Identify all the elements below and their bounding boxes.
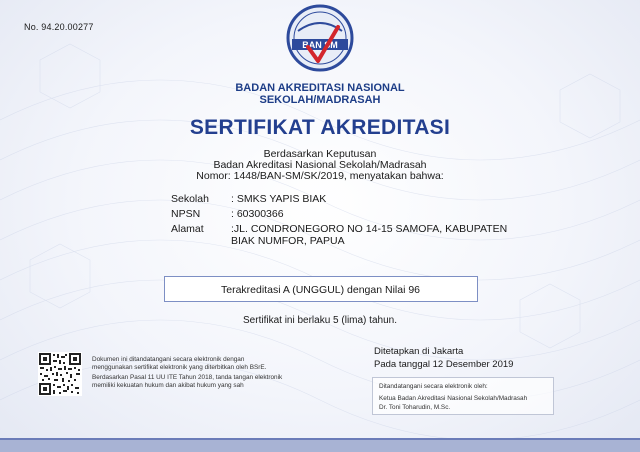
basis-line-3: Nomor: 1448/BAN-SM/SK/2019, menyatakan bahwa: (196, 170, 444, 182)
issuance-place (374, 346, 463, 357)
address-value-line1: :JL. CONDRONEGORO NO 14-15 SAMOFA, KABUPATEN (231, 223, 508, 235)
npsn-value: : 60300366 (231, 208, 284, 220)
date-value: 12 Desember 2019 (432, 359, 514, 370)
legal-basis-note (92, 374, 282, 391)
qr-code (38, 352, 82, 396)
basis-line-1: Berdasarkan Keputusan (263, 148, 377, 160)
signature-box (372, 377, 554, 415)
certificate-number: No. 94.20.00277 (24, 22, 94, 32)
certificate-title: SERTIFIKAT AKREDITASI (189, 116, 451, 139)
place-label: Ditetapkan di (374, 346, 430, 357)
place-value: Jakarta (432, 346, 464, 357)
electronic-note-line2: menggunakan sertifikat elektronik yang diterbitkan oleh BSrE. (92, 364, 267, 372)
electronic-note-line1: Dokumen ini ditandatangani secara elektronik dengan (92, 356, 245, 363)
accreditation-result-box (164, 276, 478, 302)
address-value (231, 223, 531, 247)
ban-sm-logo (284, 3, 356, 73)
address-value-line2: BIAK NUMFOR, PAPUA (231, 235, 345, 247)
address-label: Alamat (171, 223, 204, 235)
npsn-label: NPSN (171, 208, 201, 220)
legal-note-line2: memiliki kekuatan hukum dan akibat hukum yang sah (92, 382, 244, 390)
signatory-name: Dr. Toni Toharudin, M.Sc. (379, 404, 451, 411)
validity-statement: Sertifikat ini berlaku 5 (lima) tahun. (243, 315, 397, 326)
signature-heading: Ditandatangani secara elektronik oleh: (379, 383, 488, 390)
school-label: Sekolah (171, 193, 209, 205)
basis-line-2: Badan Akreditasi Nasional Sekolah/Madrasah (213, 159, 427, 171)
date-label: Pada tanggal (374, 359, 430, 370)
issuance-date (374, 359, 513, 370)
accreditation-result: Terakreditasi A (UNGGUL) dengan Nilai 96 (221, 284, 421, 296)
electronic-signature-note (92, 356, 266, 373)
signatory-position: Ketua Badan Akreditasi Nasional Sekolah/Madrasah (379, 395, 528, 402)
logo-text: BAN SM (302, 40, 338, 50)
school-value: : SMKS YAPIS BIAK (231, 193, 327, 205)
legal-note-line1: Berdasarkan Pasal 11 UU ITE Tahun 2018, tanda tangan elektronik (92, 374, 283, 381)
organization-name-line1: BADAN AKREDITASI NASIONAL (235, 82, 405, 94)
organization-name-line2: SEKOLAH/MADRASAH (259, 94, 381, 106)
bottom-band (0, 440, 640, 452)
